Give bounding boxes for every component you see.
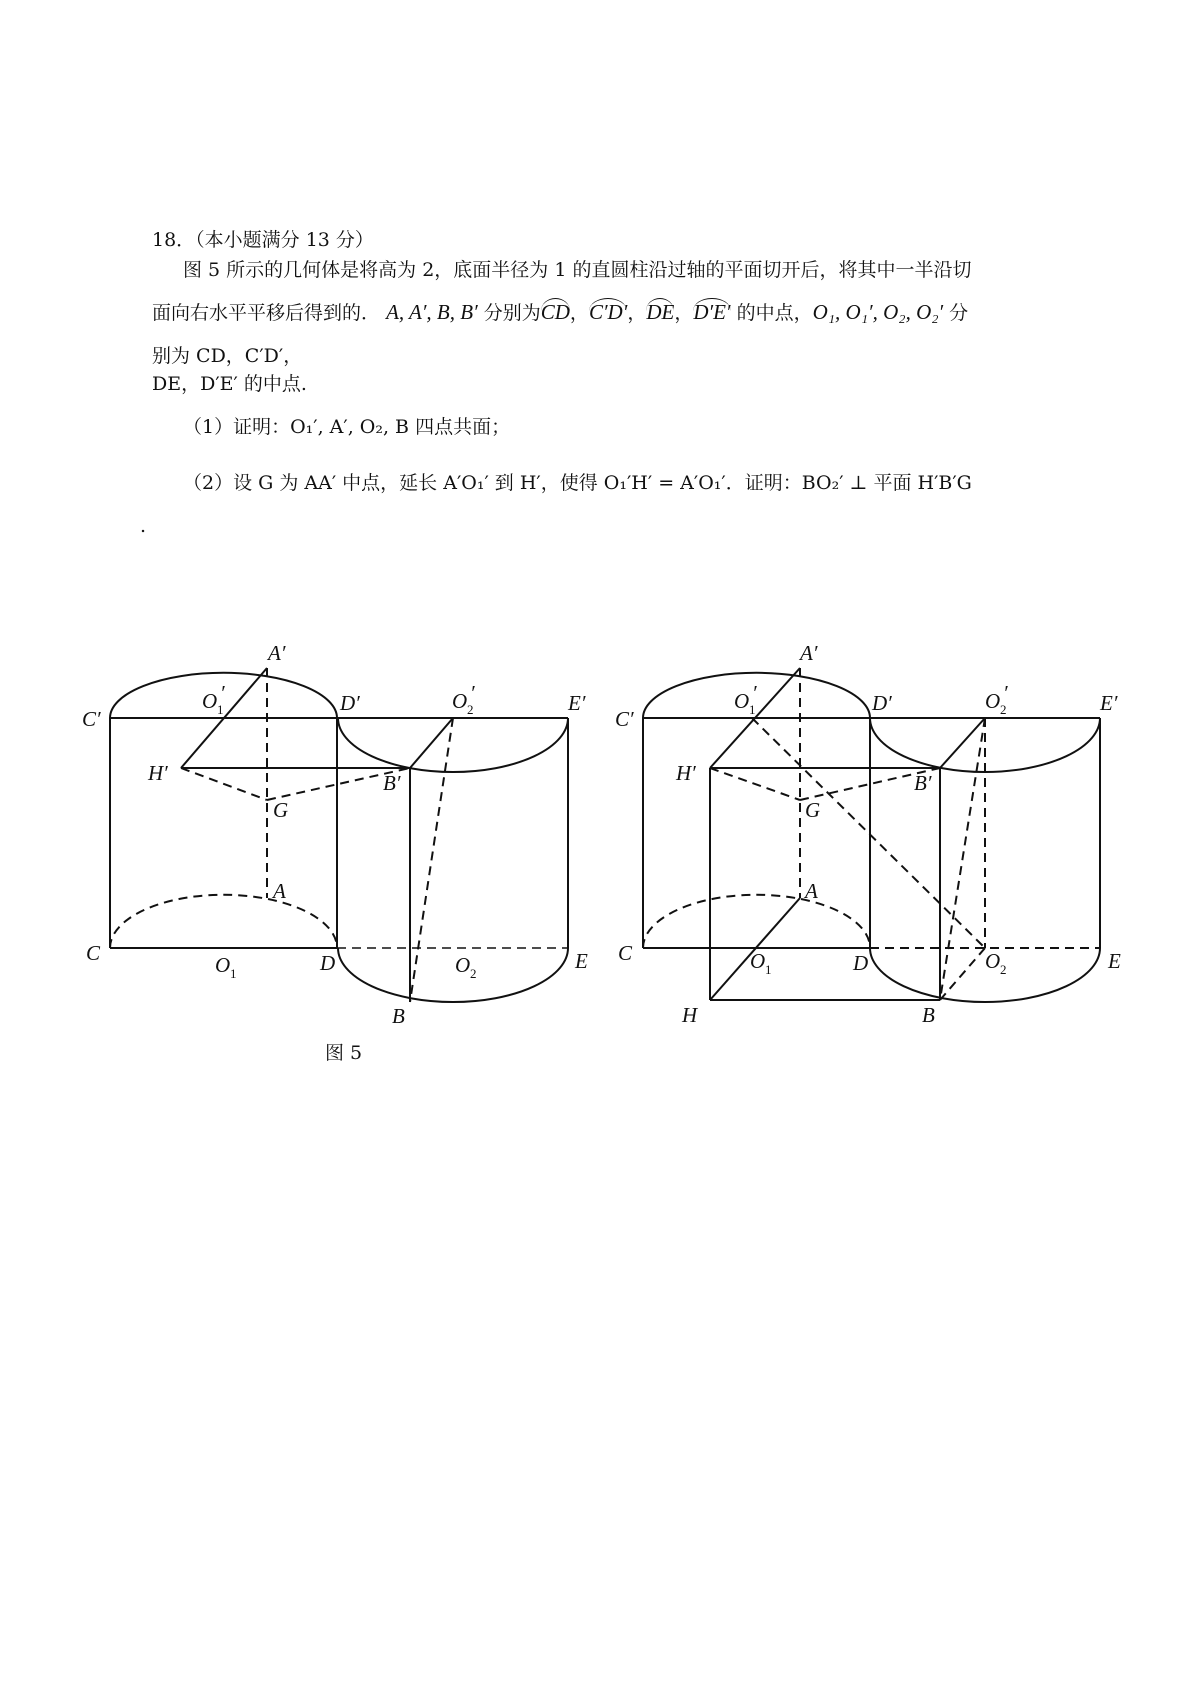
label-a: A	[273, 879, 286, 903]
arc-c-prime-d-prime: C′D′	[588, 300, 628, 324]
right-diagram	[643, 668, 1100, 1002]
label-o2: O	[455, 953, 471, 977]
left-bottom-front-arc	[338, 948, 568, 1002]
label-o1-sub: 1	[765, 962, 772, 977]
left-h-prime-g-dashed	[181, 768, 267, 800]
label-o1-prime-sub: 1	[749, 702, 756, 717]
right-bottom-dashed-arc	[643, 895, 870, 948]
line2-text3: 的中点，	[730, 302, 813, 324]
label-e: E	[575, 949, 588, 973]
label-o2-sub: 2	[470, 966, 477, 981]
label-e-prime: E′	[568, 691, 586, 715]
label-o1: O	[215, 953, 231, 977]
line2-centers: O₁, O₁′, O₂, O₂′	[812, 300, 944, 324]
figure-caption: 图 5	[325, 1042, 363, 1064]
label-o2-prime-sub: 2	[1000, 702, 1007, 717]
problem-line-3: 别为 CD，C′D′，	[152, 345, 303, 367]
label-b-prime: B′	[914, 771, 932, 795]
label-o1-prime: O	[202, 689, 218, 713]
label-d: D	[853, 951, 869, 975]
label-b-prime: B′	[383, 771, 401, 795]
left-o2-prime-b-prime	[410, 718, 453, 768]
left-diagram	[110, 668, 568, 1002]
line2-points: A, A′, B, B′	[386, 300, 478, 324]
label-d-prime: D′	[872, 691, 892, 715]
label-c-prime: C′	[82, 707, 101, 731]
problem-heading: 18．（本小题满分 13 分）	[152, 229, 374, 251]
label-h: H	[682, 1003, 698, 1027]
problem-line-2: 面向右水平平移后得到的． A, A′, B, B′ 分别为CD，C′D′，DE，D′E′ 的中点，O₁, O₁′, O₂, O₂′ 分	[152, 300, 969, 324]
label-b: B	[392, 1004, 405, 1028]
problem-part-2: （2）设 G 为 AA′ 中点，延长 A′O₁′ 到 H′，使得 O₁′H′ = A′O₁′．证明：BO₂′ ⊥ 平面 H′B′G	[183, 472, 972, 494]
label-a-prime: A′	[268, 641, 286, 665]
label-h-prime: H′	[148, 761, 168, 785]
line2-text2: 分别为	[477, 302, 541, 324]
problem-part-1: （1）证明：O₁′, A′, O₂, B 四点共面；	[183, 416, 511, 438]
left-bottom-dashed-arc	[110, 895, 337, 948]
label-e-prime: E′	[1100, 691, 1118, 715]
label-b: B	[922, 1003, 935, 1027]
label-g: G	[805, 798, 821, 822]
left-top-front-arc	[338, 718, 568, 772]
label-o2-prime-mark: ′	[1003, 681, 1008, 705]
label-o1-prime: O	[734, 689, 750, 713]
label-o2-prime: O	[985, 689, 1001, 713]
label-c-prime: C′	[615, 707, 634, 731]
right-o2-prime-b-prime	[940, 718, 985, 768]
label-o2: O	[985, 949, 1001, 973]
problem-line-4: DE，D′E′ 的中点.	[152, 373, 307, 395]
line2-text4: 分	[943, 302, 969, 324]
label-o2-sub: 2	[1000, 962, 1007, 977]
left-labels	[82, 641, 588, 1028]
arc-cd: CD	[540, 300, 570, 324]
label-o2-prime: O	[452, 689, 468, 713]
label-o1-prime-mark: ′	[220, 681, 225, 705]
label-c: C	[86, 941, 101, 965]
label-e: E	[1108, 949, 1121, 973]
label-o2-prime-mark: ′	[470, 681, 475, 705]
label-o1-prime-sub: 1	[217, 702, 224, 717]
label-o1-sub: 1	[230, 966, 237, 981]
trailing-dot: .	[140, 515, 147, 537]
label-a-prime: A′	[800, 641, 818, 665]
label-o2-prime-sub: 2	[467, 702, 474, 717]
label-h-prime: H′	[676, 761, 696, 785]
label-o1: O	[750, 949, 766, 973]
label-c: C	[618, 941, 633, 965]
arc-d-prime-e-prime: D′E′	[693, 300, 731, 324]
label-d-prime: D′	[340, 691, 360, 715]
label-o1-prime-mark: ′	[752, 681, 757, 705]
line2-text1: 面向右水平平移后得到的．	[152, 302, 381, 324]
right-h-prime-g-dashed	[710, 768, 800, 800]
label-g: G	[273, 798, 289, 822]
arc-de: DE	[646, 300, 675, 324]
right-labels	[615, 641, 1121, 1027]
label-a: A	[805, 879, 818, 903]
problem-intro: 图 5 所示的几何体是将高为 2，底面半径为 1 的直圆柱沿过轴的平面切开后，将其中一半沿切	[183, 259, 972, 281]
label-d: D	[320, 951, 336, 975]
